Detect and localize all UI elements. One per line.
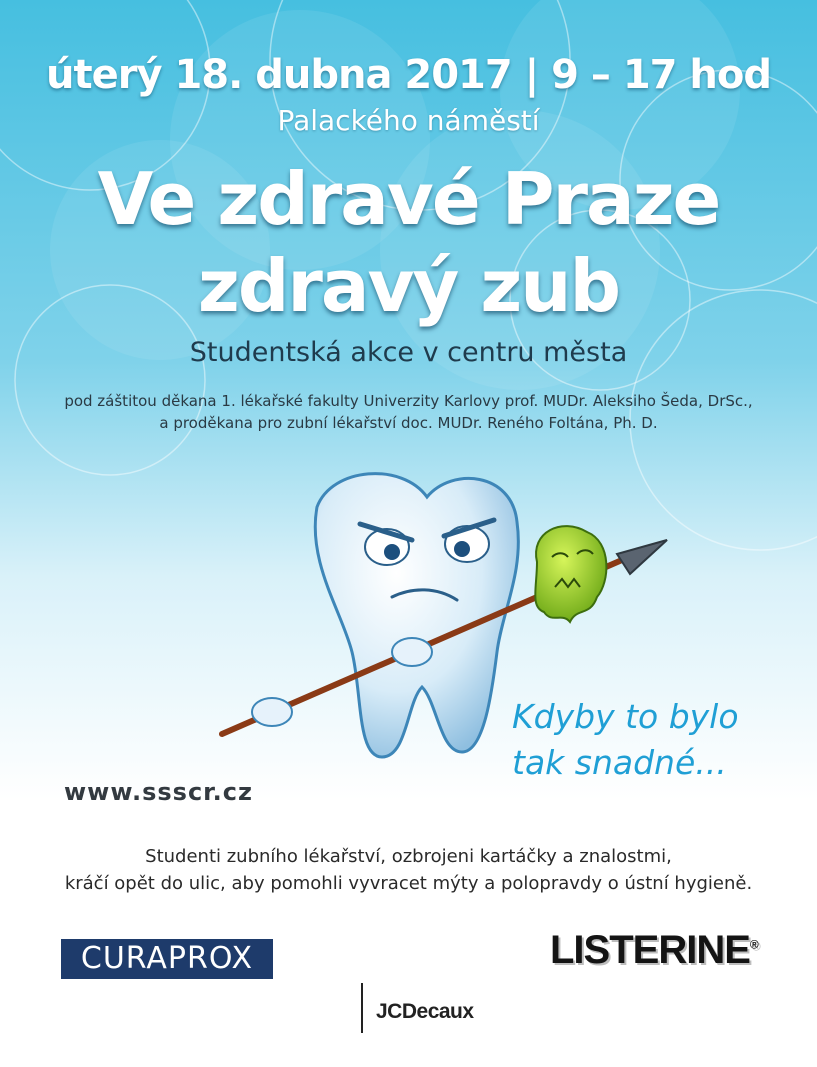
curaprox-logo: CURAPROX: [61, 939, 273, 979]
germ-creature: [535, 526, 606, 622]
patronage-line-1: pod záštitou děkana 1. lékařské fakulty Univerzity Karlovy prof. MUDr. Aleksiho Šeda, DrSc.,: [64, 392, 753, 410]
jcdecaux-logo: JCDecaux: [376, 1000, 474, 1023]
description-line-2: kráčí opět do ulic, aby pomohli vyvracet mýty a polopravdy o ústní hygieně.: [64, 873, 753, 894]
listerine-logo-text: LISTERINE: [550, 928, 750, 972]
registered-mark: ®: [749, 937, 758, 952]
listerine-logo: [550, 928, 758, 973]
subtitle: Studentská akce v centru města: [189, 337, 628, 368]
slogan-line-1: Kdyby to bylo: [512, 697, 739, 736]
jcdecaux-logo-bar: [361, 983, 363, 1033]
patronage-line-2: a proděkana pro zubní lékařství doc. MUDr. Reného Foltána, Ph. D.: [159, 414, 658, 432]
slogan-line-2: tak snadné...: [512, 743, 727, 782]
event-date-time: úterý 18. dubna 2017 | 9 – 17 hod: [45, 52, 772, 98]
headline-line-1: Ve zdravé Praze: [97, 157, 720, 241]
event-place: Palackého náměstí: [277, 104, 540, 137]
headline-line-2: zdravý zub: [197, 244, 620, 328]
description-line-1: Studenti zubního lékařství, ozbrojeni kartáčky a znalostmi,: [145, 846, 672, 867]
website-link[interactable]: www.ssscr.cz: [64, 778, 253, 806]
